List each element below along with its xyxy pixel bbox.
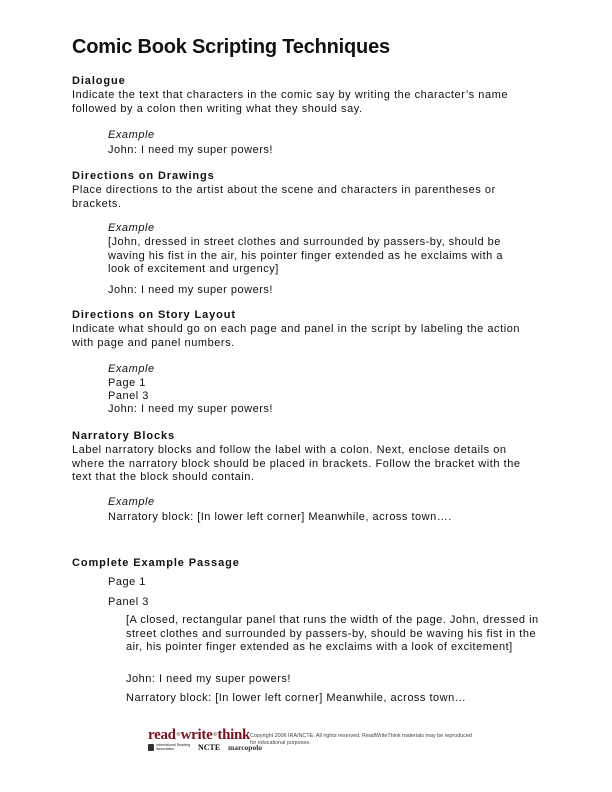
logo-dot-icon: • (212, 727, 218, 743)
ira-logo-text: International Reading Association (156, 743, 191, 751)
complete-page: Page 1 (108, 576, 146, 588)
layout-example-label: Example (108, 363, 155, 375)
complete-narratory: Narratory block: [In lower left corner] Meanwhile, across town… (126, 692, 467, 704)
layout-example-panel: Panel 3 (108, 390, 149, 402)
drawings-example-line: John: I need my super powers! (108, 284, 273, 296)
readwritethink-logo (148, 727, 250, 744)
ira-logo-icon (148, 744, 154, 751)
drawings-example-label: Example (108, 222, 155, 234)
marcopolo-logo: marcopolo (228, 743, 263, 752)
drawings-body: Place directions to the artist about the scene and characters in parentheses or brackets. (72, 184, 496, 210)
copyright-notice: Copyright 2006 IRA/NCTE. All rights reserved. ReadWriteThink materials may be reproduced for educational purposes. (250, 733, 472, 746)
logo-write: write (180, 727, 213, 743)
layout-example-line: John: I need my super powers! (108, 403, 273, 415)
narratory-example-line: Narratory block: [In lower left corner] Meanwhile, across town…. (108, 511, 452, 523)
dialogue-example-line: John: I need my super powers! (108, 144, 273, 156)
ncte-logo: NCTE (198, 743, 221, 752)
footer (148, 727, 478, 753)
narratory-body: Label narratory blocks and follow the label with a colon. Next, enclose details on where the narratory block should be placed in brackets. Follow the bracket with the text that the block should contain. (72, 444, 521, 483)
complete-bracket: [A closed, rectangular panel that runs the width of the page. John, dressed in street clothes and surrounded by passers-by, should be waving his fist in the air, his pointer finger extended as he exclaims with a look of excitement] (126, 614, 539, 653)
logo-dot-icon: • (175, 727, 181, 743)
layout-body: Indicate what should go on each page and panel in the script by labeling the action with page and panel numbers. (72, 323, 521, 349)
logo-think: think (217, 727, 251, 743)
complete-heading: Complete Example Passage (72, 557, 240, 569)
dialogue-body: Indicate the text that characters in the comic say by writing the character’s name followed by a colon then writing what they should say. (72, 89, 508, 115)
dialogue-heading: Dialogue (72, 75, 126, 87)
narratory-example-label: Example (108, 496, 155, 508)
complete-line: John: I need my super powers! (126, 673, 291, 685)
complete-panel: Panel 3 (108, 596, 149, 608)
layout-heading: Directions on Story Layout (72, 309, 236, 321)
layout-example-page: Page 1 (108, 377, 146, 389)
drawings-example-bracket: [John, dressed in street clothes and surrounded by passers-by, should be waving his fist in the air, his pointer finger extended as he exclaims with a look of excitement and urgency] (108, 236, 503, 275)
drawings-heading: Directions on Drawings (72, 170, 215, 182)
narratory-heading: Narratory Blocks (72, 430, 176, 442)
dialogue-example-label: Example (108, 129, 155, 141)
logo-read: read (148, 727, 176, 743)
page-title: Comic Book Scripting Techniques (72, 36, 390, 58)
